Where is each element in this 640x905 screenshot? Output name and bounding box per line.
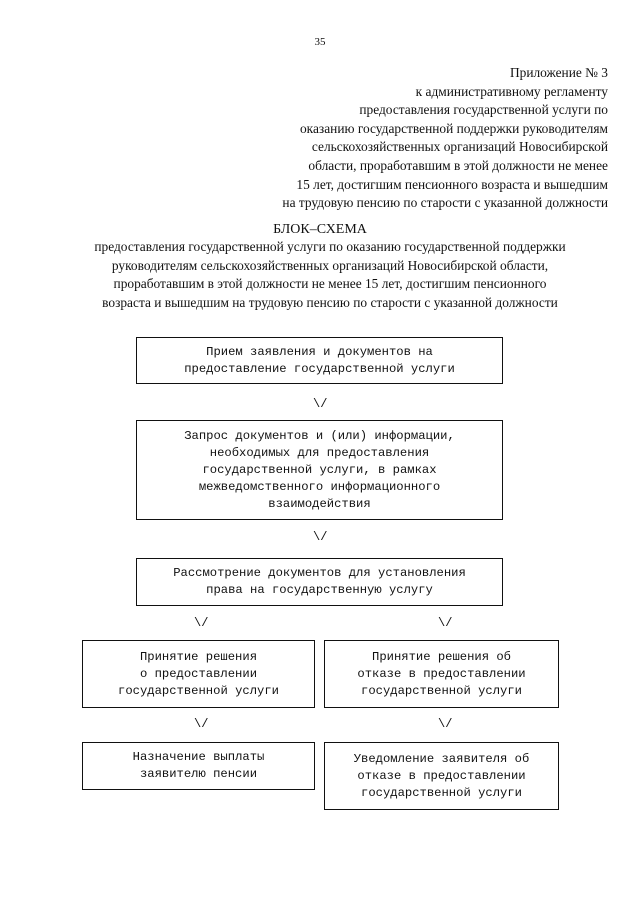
arrow-down-icon: \/ bbox=[438, 616, 453, 630]
appendix-line: на трудовую пенсию по старости с указанной должности bbox=[282, 195, 608, 211]
flow-step-receive-application bbox=[136, 337, 503, 384]
appendix-header bbox=[188, 64, 608, 213]
flow-decision-grant bbox=[82, 640, 315, 708]
scheme-title: БЛОК–СХЕМА bbox=[273, 222, 367, 237]
box-line: отказе в предоставлении bbox=[357, 666, 526, 681]
box-line: Принятие решения bbox=[139, 649, 258, 664]
appendix-line: к административному регламенту bbox=[415, 83, 608, 99]
arrow-down-icon: \/ bbox=[313, 530, 328, 544]
box-line: Назначение выплаты bbox=[132, 750, 265, 764]
appendix-line: оказанию государственной поддержки руководителям bbox=[299, 120, 608, 136]
box-line: права на государственную услугу bbox=[206, 583, 433, 597]
arrow-down-icon: \/ bbox=[194, 616, 209, 630]
flow-step-request-documents bbox=[136, 420, 503, 520]
box-line: государственной услуги bbox=[361, 785, 522, 800]
page-number: 35 bbox=[314, 36, 326, 48]
box-line: Уведомление заявителя об bbox=[353, 751, 530, 766]
flow-result-notify-refusal bbox=[324, 742, 559, 810]
box-line: Запрос документов и (или) информации, bbox=[184, 428, 455, 443]
flow-decision-refuse bbox=[324, 640, 559, 708]
box-line: государственной услуги bbox=[118, 683, 279, 698]
flow-step-review-documents bbox=[136, 558, 503, 606]
box-line: государственной услуги bbox=[361, 683, 522, 698]
box-line: государственной услуги, в рамках bbox=[202, 462, 437, 477]
box-line: Прием заявления и документов на bbox=[206, 344, 433, 359]
box-line: о предоставлении bbox=[139, 666, 258, 681]
box-line: Принятие решения об bbox=[372, 649, 511, 664]
scheme-subtitle bbox=[60, 238, 600, 312]
box-line: взаимодействия bbox=[268, 496, 371, 511]
arrow-down-icon: \/ bbox=[194, 717, 209, 731]
appendix-line: сельскохозяйственных организаций Новосибирской bbox=[311, 139, 608, 155]
flow-result-assign-payment bbox=[82, 742, 315, 790]
appendix-line: области, проработавшим в этой должности не менее bbox=[308, 157, 608, 173]
box-line: необходимых для предоставления bbox=[209, 445, 430, 460]
box-line: Рассмотрение документов для установления bbox=[173, 566, 466, 580]
box-line: отказе в предоставлении bbox=[357, 768, 526, 783]
appendix-line: Приложение № 3 bbox=[509, 65, 608, 80]
arrow-down-icon: \/ bbox=[438, 717, 453, 731]
subtitle-line: предоставления государственной услуги по оказанию государственной поддержки bbox=[94, 239, 566, 254]
appendix-line: предоставления государственной услуги по bbox=[359, 102, 608, 118]
subtitle-line: возраста и вышедшим на трудовую пенсию по старости с указанной должности bbox=[102, 294, 558, 310]
box-line: заявителю пенсии bbox=[139, 767, 258, 781]
appendix-line: 15 лет, достигшим пенсионного возраста и вышедшим bbox=[296, 176, 608, 192]
subtitle-line: проработавшим в этой должности не менее 15 лет, достигшим пенсионного bbox=[113, 276, 547, 292]
arrow-down-icon: \/ bbox=[313, 397, 328, 411]
box-line: межведомственного информационного bbox=[198, 479, 441, 494]
subtitle-line: руководителям сельскохозяйственных организаций Новосибирской области, bbox=[111, 257, 549, 273]
box-line: предоставление государственной услуги bbox=[184, 361, 455, 376]
